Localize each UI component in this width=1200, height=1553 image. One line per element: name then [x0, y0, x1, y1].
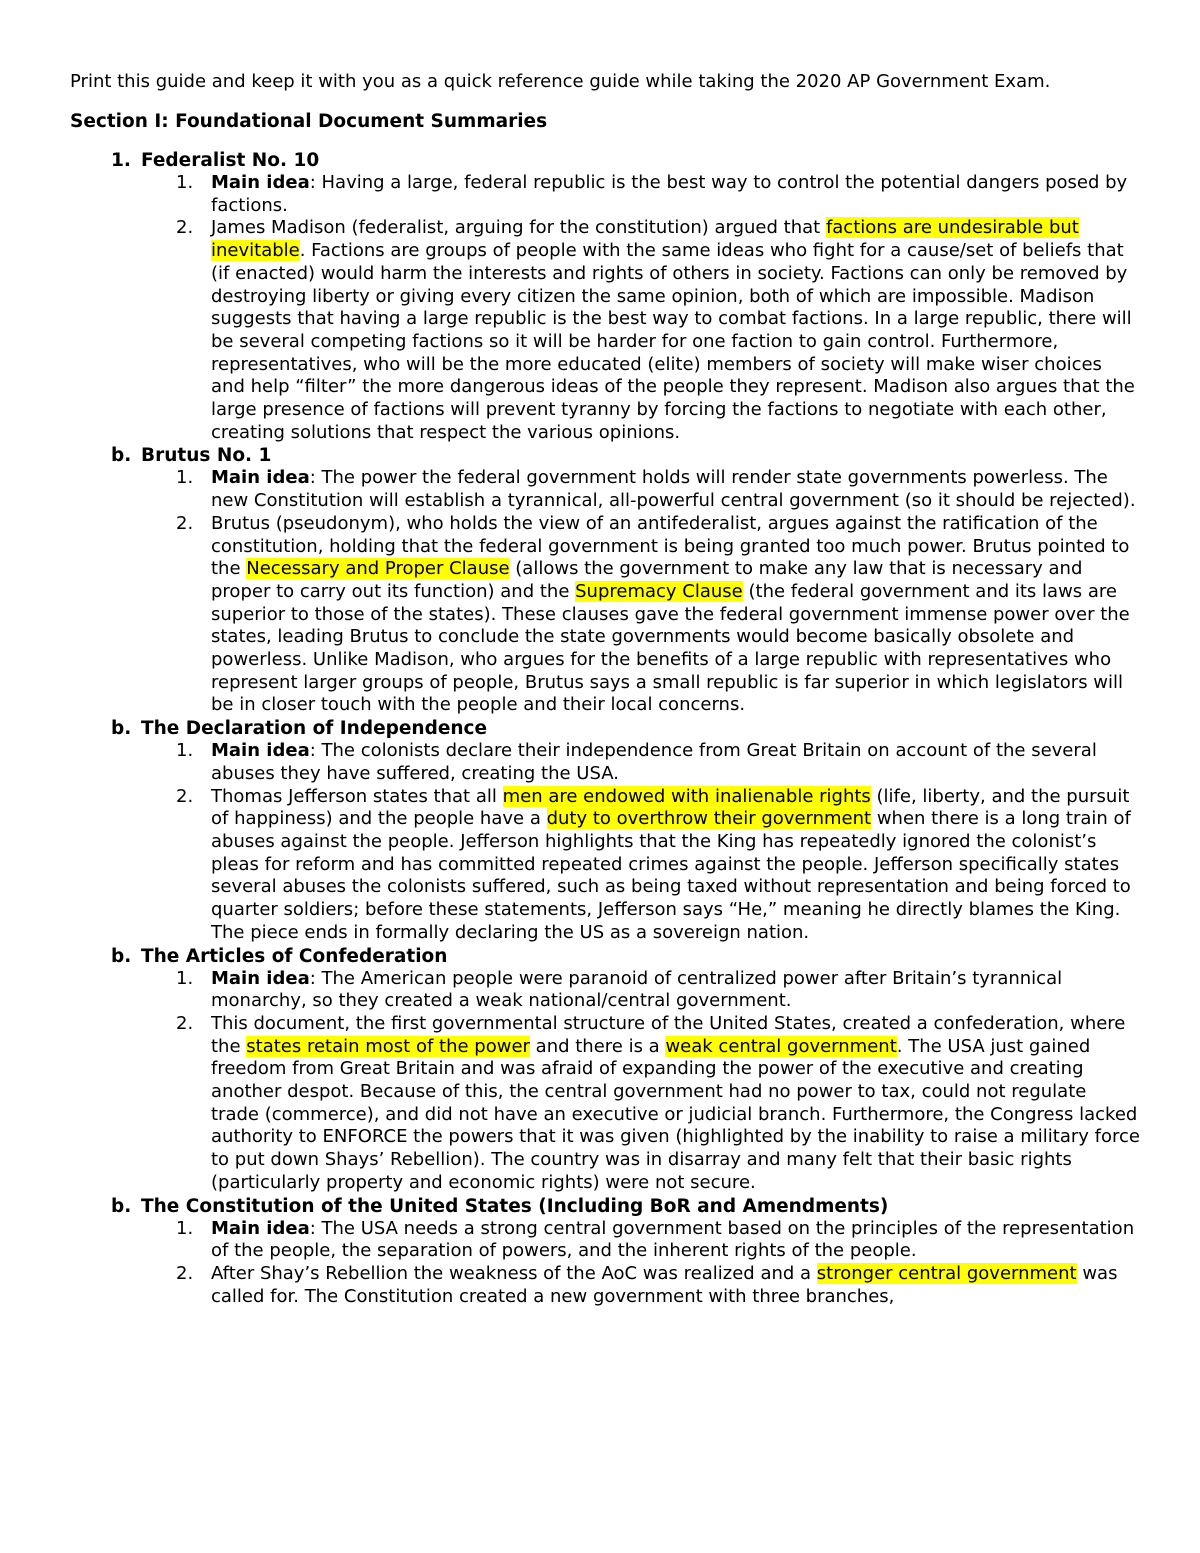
doc-title: The Declaration of Independence	[141, 718, 488, 740]
intro-text: Print this guide and keep it with you as a quick reference guide while taking the 2020 AP Government Exam.	[70, 71, 1051, 92]
doc-title: Brutus No. 1	[141, 445, 272, 467]
list-number: 1.	[176, 467, 194, 489]
highlighted-text: stronger central government	[816, 1262, 1077, 1284]
doc-heading	[70, 444, 1140, 467]
highlighted-text: Supremacy Clause	[575, 580, 743, 602]
list-item: 1. Main idea: The power the federal government holds will render state governments powerless. The new Constitution will establish a tyrannical, all-powerful central government (so it should be rejected).	[70, 467, 1140, 512]
doc-federalist-10	[70, 149, 1140, 444]
doc-declaration-of-independence	[70, 717, 1140, 944]
list-marker: 1.	[111, 150, 131, 171]
list-number: 1.	[176, 172, 194, 193]
doc-articles-of-confederation	[70, 945, 1140, 1195]
doc-heading	[70, 717, 1140, 740]
doc-title: The Articles of Confederation	[141, 945, 448, 967]
list-marker: b.	[111, 445, 132, 467]
list-marker: b.	[111, 718, 132, 740]
list-number: 2.	[176, 512, 194, 534]
list-number: 1.	[176, 740, 194, 762]
list-item: 1. Main idea: The USA needs a strong central government based on the principles of the representation of the people, the separation of powers, and the inherent rights of the people.	[70, 1218, 1140, 1263]
main-idea-label: Main idea	[211, 172, 310, 193]
main-idea-label: Main idea	[211, 467, 310, 489]
list-item: 2. Brutus (pseudonym), who holds the view of an antifederalist, argues against the ratification of the constitution, holding that the federal government is being granted too much power. Brutus pointed to the Necessary and Proper Clause (allows the government to make any law that is necessary and proper to carry out its function) and the Supremacy Clause (the federal government and its laws are superior to those of the states). These clauses gave the federal government immense power over the states, leading Brutus to conclude the state governments would become basically obsolete and powerless. Unlike Madison, who argues for the benefits of a large republic with representatives who represent larger groups of people, Brutus says a small republic is far superior in which legislators will be in closer touch with the people and their local concerns.	[70, 513, 1140, 717]
doc-heading	[70, 149, 1140, 172]
list-marker: b.	[111, 945, 132, 967]
list-item: 1. Main idea: The colonists declare their independence from Great Britain on account of the several abuses they have suffered, creating the USA.	[70, 740, 1140, 785]
list-number: 2.	[176, 217, 194, 239]
list-item: 2. After Shay’s Rebellion the weakness of the AoC was realized and a stronger central government was called for. The Constitution created a new government with three branches,	[70, 1263, 1140, 1308]
doc-heading	[70, 1195, 1140, 1218]
highlighted-text: men are endowed with inalienable rights	[502, 785, 871, 807]
main-idea-label: Main idea	[211, 740, 310, 762]
list-number: 2.	[176, 1012, 194, 1034]
doc-title: The Constitution of the United States (Including BoR and Amendments)	[141, 1195, 889, 1217]
document-page	[70, 70, 1140, 1308]
highlighted-text: weak central government	[665, 1035, 897, 1057]
highlighted-text: Necessary and Proper Clause	[246, 558, 510, 580]
list-number: 1.	[176, 967, 194, 989]
doc-title: Federalist No. 10	[141, 150, 320, 171]
doc-heading	[70, 945, 1140, 968]
highlighted-text: duty to overthrow their government	[546, 808, 872, 830]
highlighted-text: states retain most of the power	[246, 1035, 530, 1057]
list-item: 2. This document, the first governmental structure of the United States, created a confederation, where the states retain most of the power and there is a weak central government. The USA just gained freedom from Great Britain and was afraid of expanding the power of the executive and creating another despot. Because of this, the central government had no power to tax, could not regulate trade (commerce), and did not have an executive or judicial branch. Furthermore, the Congress lacked authority to ENFORCE the powers that it was given (highlighted by the inability to raise a military force to put down Shays’ Rebellion). The country was in disarray and many felt that their basic rights (particularly property and economic rights) were not secure.	[70, 1013, 1140, 1195]
list-number: 2.	[176, 785, 194, 807]
doc-constitution	[70, 1195, 1140, 1309]
highlighted-text: factions are undesirable but inevitable	[211, 217, 1079, 262]
main-idea-label: Main idea	[211, 1217, 310, 1239]
list-item: 1. Main idea: The American people were paranoid of centralized power after Britain’s tyrannical monarchy, so they created a weak national/central government.	[70, 968, 1140, 1013]
doc-brutus-1	[70, 444, 1140, 717]
main-idea-label: Main idea	[211, 967, 310, 989]
section-title: Section I: Foundational Document Summaries	[70, 111, 548, 132]
list-item: 2. James Madison (federalist, arguing for the constitution) argued that factions are undesirable but inevitable. Factions are groups of people with the same ideas who fight for a cause/set of beliefs that (if enacted) would harm the interests and rights of others in society. Factions can only be removed by destroying liberty or giving every citizen the same opinion, both of which are impossible. Madison suggests that having a large republic is the best way to combat factions. In a large republic, there will be several competing factions so it will be harder for one faction to gain control. Furthermore, representatives, who will be the more educated (elite) members of society will make wiser choices and help “filter” the more dangerous ideas of the people they represent. Madison also argues that the large presence of factions will prevent tyranny by forcing the factions to negotiate with each other, creating solutions that respect the various opinions.	[70, 217, 1140, 444]
list-marker: b.	[111, 1195, 132, 1217]
list-item: 1. Main idea: Having a large, federal republic is the best way to control the potential dangers posed by factions.	[70, 172, 1140, 217]
list-item: 2. Thomas Jefferson states that all men are endowed with inalienable rights (life, liberty, and the pursuit of happiness) and the people have a duty to overthrow their government when there is a long train of abuses against the people. Jefferson highlights that the King has repeatedly ignored the colonist’s pleas for reform and has committed repeated crimes against the people. Jefferson specifically states several abuses the colonists suffered, such as being taxed without representation and being forced to quarter soldiers; before these statements, Jefferson says “He,” meaning he directly blames the King. The piece ends in formally declaring the US as a sovereign nation.	[70, 786, 1140, 945]
list-number: 1.	[176, 1217, 194, 1239]
list-number: 2.	[176, 1262, 194, 1284]
